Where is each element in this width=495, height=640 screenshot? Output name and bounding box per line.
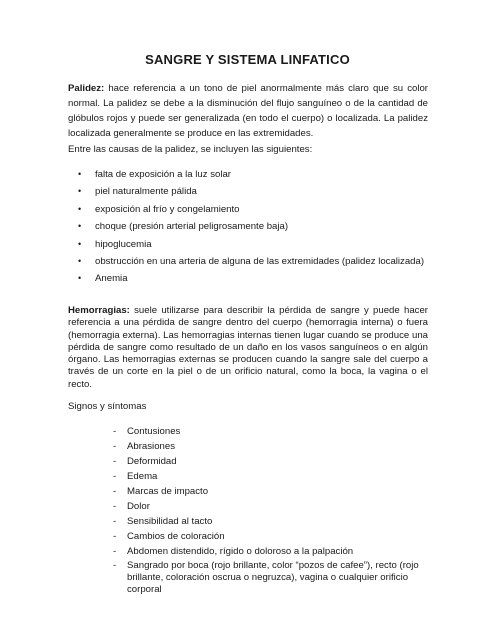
bullet-icon: • [78,221,82,232]
dash-icon: - [113,560,117,571]
bullet-icon: • [78,255,82,266]
dash-icon: - [113,516,117,527]
list-item: - Sensibilidad al tacto [113,516,213,527]
list-item: - Cambios de coloración [113,531,225,542]
list-item: - Deformidad [113,456,177,467]
hemorragias-paragraph [68,305,428,391]
list-item: • piel naturalmente pálida [78,186,197,198]
bullet-icon: • [78,186,82,197]
dash-icon: - [113,531,117,542]
palidez-text: hace referencia a un tono de piel anormalmente más claro que su color normal. La palidez se debe a la disminución del flujo sanguíneo o de la cantidad de glóbulos rojos y puede ser generalizada (en todo el cuerpo) o localizada. La palidez localizada generalmente se produce en las extremidades. [68,83,428,139]
list-item: - Contusiones [113,426,181,437]
hemorragias-text: suele utilizarse para describir la pérdida de sangre y puede hacer referencia a una pérdida de sangre dentro del cuerpo (hemorragia interna) o fuera (hemorragia externa). Las hemorragias internas tienen lugar cuando se produce una pérdida de sangre como resultado de un daño en los vasos sanguíneos o en algún órgano. Las hemorragias externas se producen cuando la sangre sale del cuerpo a través de un corte en la piel o de un orificio natural, como la boca, la vagina o el recto. [68,305,428,390]
signs-heading: Signos y síntomas [68,401,147,412]
palidez-paragraph [68,81,428,141]
list-item: - Dolor [113,501,150,512]
dash-icon: - [113,441,117,452]
palidez-term: Palidez: [68,83,105,94]
dash-icon: - [113,426,117,437]
list-item: - Abdomen distendido, rígido o doloroso a la palpación [113,546,354,557]
list-item: - Sangrado por boca (rojo brillante, color “pozos de cafee”), recto (rojo brillante, coloración oscrua o negruzca), vagina o cualquier orificio corporal [113,560,419,595]
list-item: - Marcas de impacto [113,486,209,497]
causes-intro: Entre las causas de la palidez, se incluyen las siguientes: [68,144,313,155]
page-title: SANGRE Y SISTEMA LINFATICO [145,52,350,67]
bullet-icon: • [78,203,82,214]
dash-icon: - [113,501,117,512]
list-item: • obstrucción en una arteria de alguna de las extremidades (palidez localizada) [78,255,425,267]
list-item: • choque (presión arterial peligrosamente baja) [78,221,289,233]
list-item: - Abrasiones [113,441,175,452]
dash-icon: - [113,486,117,497]
list-item: - Edema [113,471,158,482]
bullet-icon: • [78,273,82,284]
hemorragias-term: Hemorragias: [68,305,130,316]
list-item: • exposición al frío y congelamiento [78,203,240,215]
list-item: • Anemia [78,273,128,285]
signs-list [113,425,427,596]
bullet-icon: • [78,238,82,249]
dash-icon: - [113,546,117,557]
bullet-icon: • [78,169,82,179]
causes-list [78,167,424,289]
list-item: • hipoglucemia [78,238,152,250]
dash-icon: - [113,471,117,482]
dash-icon: - [113,456,117,467]
list-item: • falta de exposición a la luz solar [78,169,231,180]
